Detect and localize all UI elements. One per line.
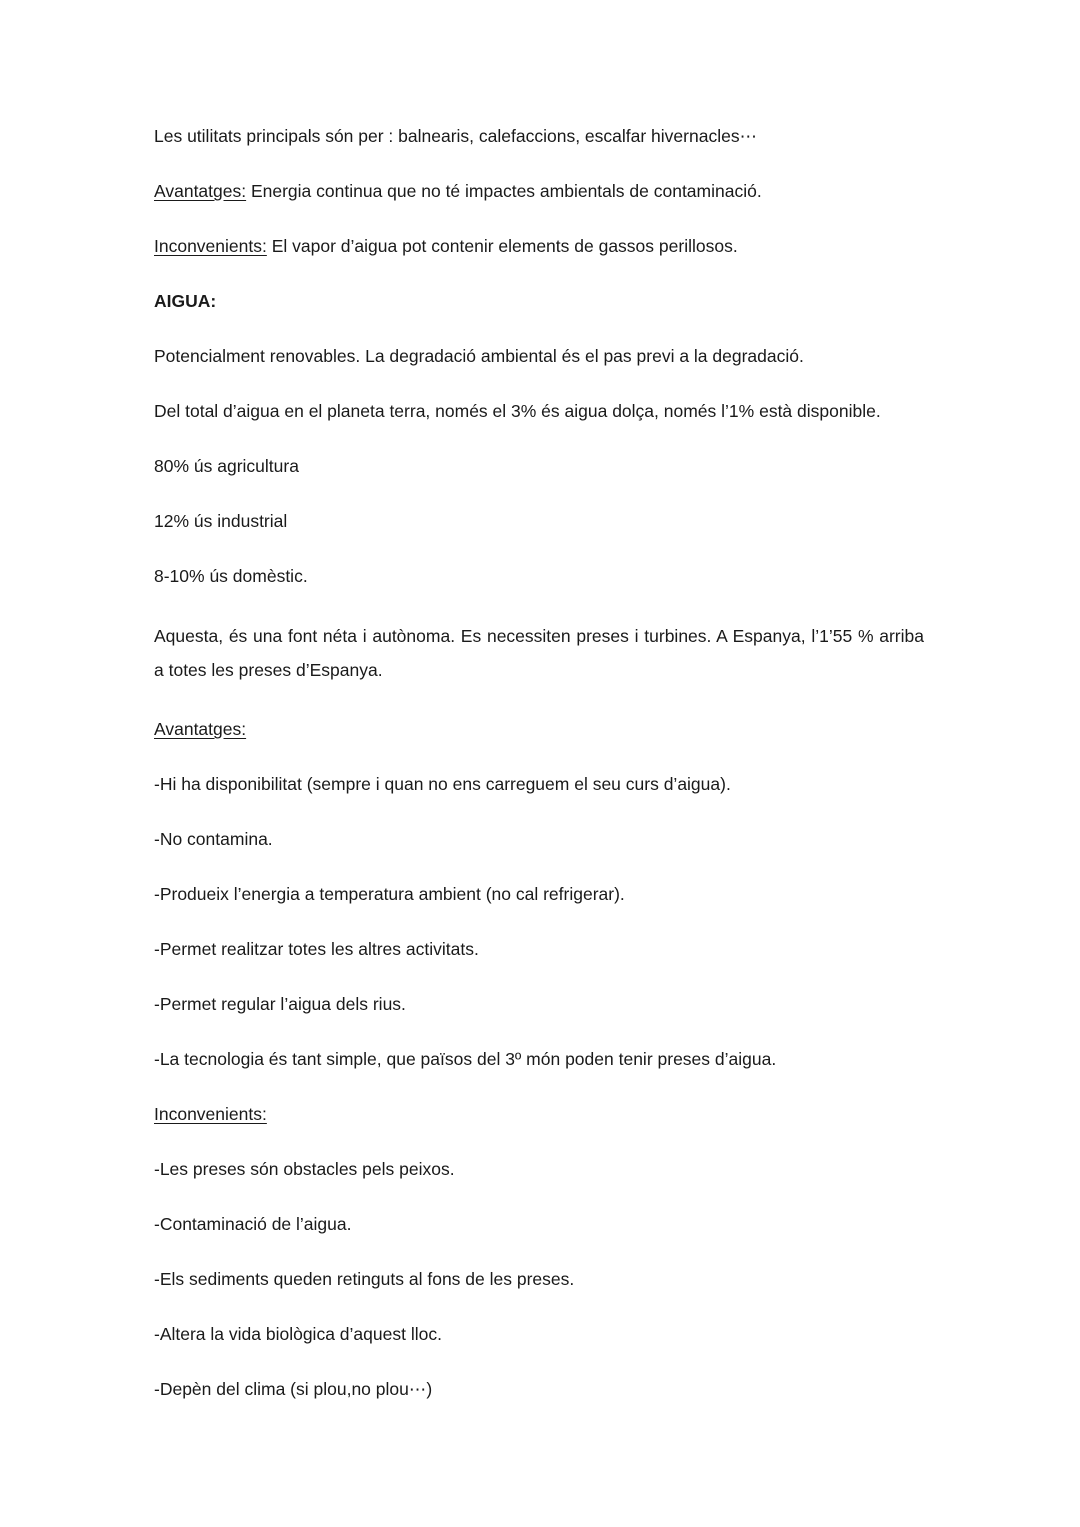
water-drawbacks-label: Inconvenients: — [154, 1104, 267, 1124]
advantage-item: -Permet realitzar totes les altres activitats. — [154, 939, 479, 959]
drawback-item: -Els sediments queden retinguts al fons de les preses. — [154, 1269, 575, 1289]
drawback-item: -Contaminació de l’aigua. — [154, 1214, 352, 1234]
water-advantages-label: Avantatges: — [154, 719, 247, 739]
use-industrial: 12% ús industrial — [154, 511, 288, 531]
renewable-paragraph: Potencialment renovables. La degradació ambiental és el pas previ a la degradació. — [154, 346, 804, 366]
drawback-item: -Les preses són obstacles pels peixos. — [154, 1159, 455, 1179]
total-water-paragraph: Del total d’aigua en el planeta terra, només el 3% és aigua dolça, només l’1% està disponible. — [154, 401, 881, 421]
use-domestic: 8-10% ús domèstic. — [154, 566, 308, 586]
advantage-item: -Permet regular l’aigua dels rius. — [154, 994, 406, 1014]
geothermal-drawbacks-paragraph — [154, 234, 924, 259]
water-heading: AIGUA: — [154, 291, 217, 311]
drawback-item: -Depèn del clima (si plou,no plou⋯) — [154, 1379, 433, 1399]
geothermal-drawbacks-text: El vapor d’aigua pot contenir elements de gassos perillosos. — [266, 236, 738, 256]
geothermal-drawbacks-label: Inconvenients: — [154, 236, 267, 256]
advantage-item: -Produeix l’energia a temperatura ambient (no cal refrigerar). — [154, 884, 625, 904]
advantage-item: -La tecnologia és tant simple, que països del 3º món poden tenir preses d’aigua. — [154, 1049, 777, 1069]
advantage-item: -Hi ha disponibilitat (sempre i quan no ens carreguem el seu curs d’aigua). — [154, 774, 731, 794]
drawback-item: -Altera la vida biològica d’aquest lloc. — [154, 1324, 442, 1344]
geothermal-advantages-paragraph — [154, 179, 924, 204]
geothermal-advantages-text: Energia continua que no té impactes ambientals de contaminació. — [246, 181, 762, 201]
utilities-paragraph: Les utilitats principals són per : balnearis, calefaccions, escalfar hivernacles⋯ — [154, 126, 758, 146]
geothermal-advantages-label: Avantatges: — [154, 181, 247, 201]
advantage-item: -No contamina. — [154, 829, 273, 849]
clean-source-paragraph: Aquesta, és una font néta i autònoma. Es necessiten preses i turbines. A Espanya, l’1’55 % arriba a totes les preses d’Espanya. — [154, 626, 924, 680]
document-page — [154, 124, 924, 1432]
use-agriculture: 80% ús agricultura — [154, 456, 299, 476]
